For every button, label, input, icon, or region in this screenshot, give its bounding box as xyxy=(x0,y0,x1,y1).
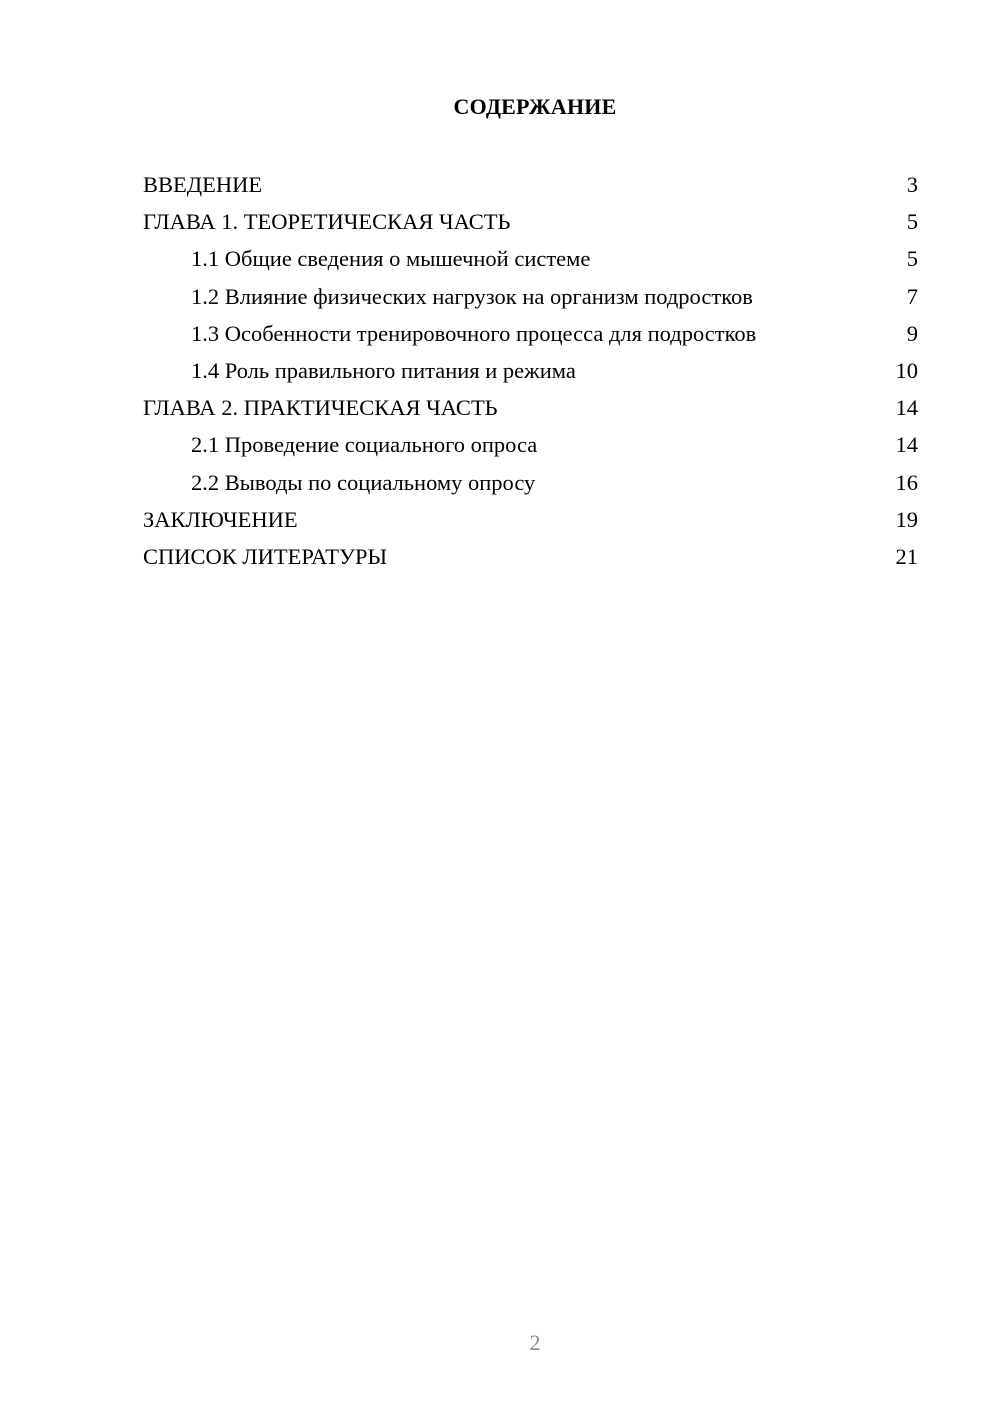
toc-entry-conclusion[interactable] xyxy=(143,501,918,538)
toc-entry-label: 1.1 Общие сведения о мышечной системе xyxy=(191,246,591,272)
toc-entry-label: ГЛАВА 1. ТЕОРЕТИЧЕСКАЯ ЧАСТЬ xyxy=(143,209,511,235)
toc-entry-page: 9 xyxy=(906,320,918,346)
page-number: 2 xyxy=(529,1330,541,1355)
toc-entry-page: 16 xyxy=(895,469,918,495)
toc-entry-page: 21 xyxy=(895,543,918,569)
toc-entry-label: 1.3 Особенности тренировочного процесса для подростков xyxy=(191,320,757,346)
toc-entry-page: 3 xyxy=(906,172,918,197)
toc-entry-section-2-1[interactable] xyxy=(143,426,918,463)
toc-entry-label: 1.4 Роль правильного питания и режима xyxy=(191,357,576,383)
toc-entry-label: 2.2 Выводы по социальному опросу xyxy=(191,469,536,495)
toc-entry-label: СПИСОК ЛИТЕРАТУРЫ xyxy=(143,543,388,569)
page-title: СОДЕРЖАНИЕ xyxy=(453,94,617,119)
toc-entry-page: 10 xyxy=(895,357,918,383)
toc-entry-bibliography[interactable] xyxy=(143,538,918,575)
toc-entry-page: 14 xyxy=(895,395,918,421)
toc-entry-label: 2.1 Проведение социального опроса xyxy=(191,432,538,458)
toc-entry-section-2-2[interactable] xyxy=(143,464,918,501)
toc-entry-page: 5 xyxy=(906,246,918,272)
toc-entry-label: ЗАКЛЮЧЕНИЕ xyxy=(143,506,298,532)
toc-entry-chapter-2[interactable] xyxy=(143,389,918,426)
table-of-contents xyxy=(143,166,918,575)
toc-entry-page: 5 xyxy=(906,209,918,235)
toc-entry-label: ГЛАВА 2. ПРАКТИЧЕСКАЯ ЧАСТЬ xyxy=(143,395,498,421)
toc-entry-chapter-1[interactable] xyxy=(143,203,918,240)
toc-entry-label: ВВЕДЕНИЕ xyxy=(143,172,263,197)
toc-entry-section-1-3[interactable] xyxy=(143,315,918,352)
toc-entry-label: 1.2 Влияние физических нагрузок на организм подростков xyxy=(191,283,753,309)
toc-entry-section-1-1[interactable] xyxy=(143,240,918,277)
toc-entry-introduction[interactable] xyxy=(143,166,918,203)
toc-entry-page: 19 xyxy=(895,506,918,532)
toc-entry-section-1-2[interactable] xyxy=(143,278,918,315)
toc-entry-page: 7 xyxy=(906,283,918,309)
toc-entry-section-1-4[interactable] xyxy=(143,352,918,389)
toc-entry-page: 14 xyxy=(895,432,918,458)
